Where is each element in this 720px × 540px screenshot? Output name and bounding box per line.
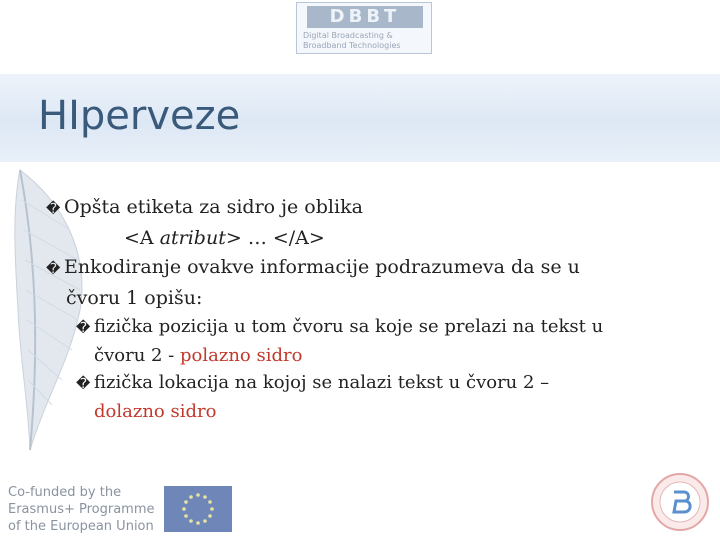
code-line [46, 224, 686, 253]
eu-line-1: Co-funded by the [8, 485, 122, 500]
code-open: <A [124, 227, 160, 249]
code-attribute: atribut [159, 227, 226, 249]
bullet-text: fizička lokacija na kojoj se nalazi tekst u čvoru 2 – [94, 372, 550, 393]
polazno-sidro-term: polazno sidro [179, 345, 303, 366]
eu-cofunding-text [8, 484, 158, 535]
logo-subtitle-line2: Broadband Technologies [303, 41, 401, 50]
logo-mark: DBBT [307, 6, 423, 28]
bullet-text: Enkodiranje ovakve informacije podrazumeva da se u [64, 256, 580, 278]
code-close: > … </A> [225, 227, 325, 249]
eu-line-2: Erasmus+ Programme [8, 502, 155, 517]
university-seal-icon [650, 472, 710, 532]
sub-bullet-1-continuation [46, 342, 686, 369]
eu-flag-icon [164, 486, 232, 532]
bullet-icon: � [46, 261, 61, 277]
dbbt-logo [296, 2, 432, 54]
bullet-text: Opšta etiketa za sidro je oblika [64, 196, 363, 218]
bullet-icon: � [76, 320, 91, 336]
bullet-icon: � [76, 376, 91, 392]
bullet-2-continuation: čvoru 1 opišu: [66, 287, 203, 309]
dolazno-sidro-term: dolazno sidro [94, 401, 217, 422]
sub-bullet-2-continuation [46, 398, 686, 425]
bullet-icon: � [46, 201, 61, 217]
bullet-2 [46, 253, 686, 284]
bullet-text: fizička pozicija u tom čvoru sa koje se prelazi na tekst u [94, 316, 604, 337]
slide-title: HIperveze [38, 93, 241, 139]
logo-subtitle-line1: Digital Broadcasting & [303, 31, 393, 40]
sub-bullet-1 [46, 313, 686, 342]
bullet-1 [46, 193, 686, 224]
slide-body [46, 193, 686, 425]
continuation-text: čvoru 2 - [94, 345, 180, 366]
eu-line-3: of the European Union [8, 519, 154, 534]
sub-bullet-2 [46, 369, 686, 398]
